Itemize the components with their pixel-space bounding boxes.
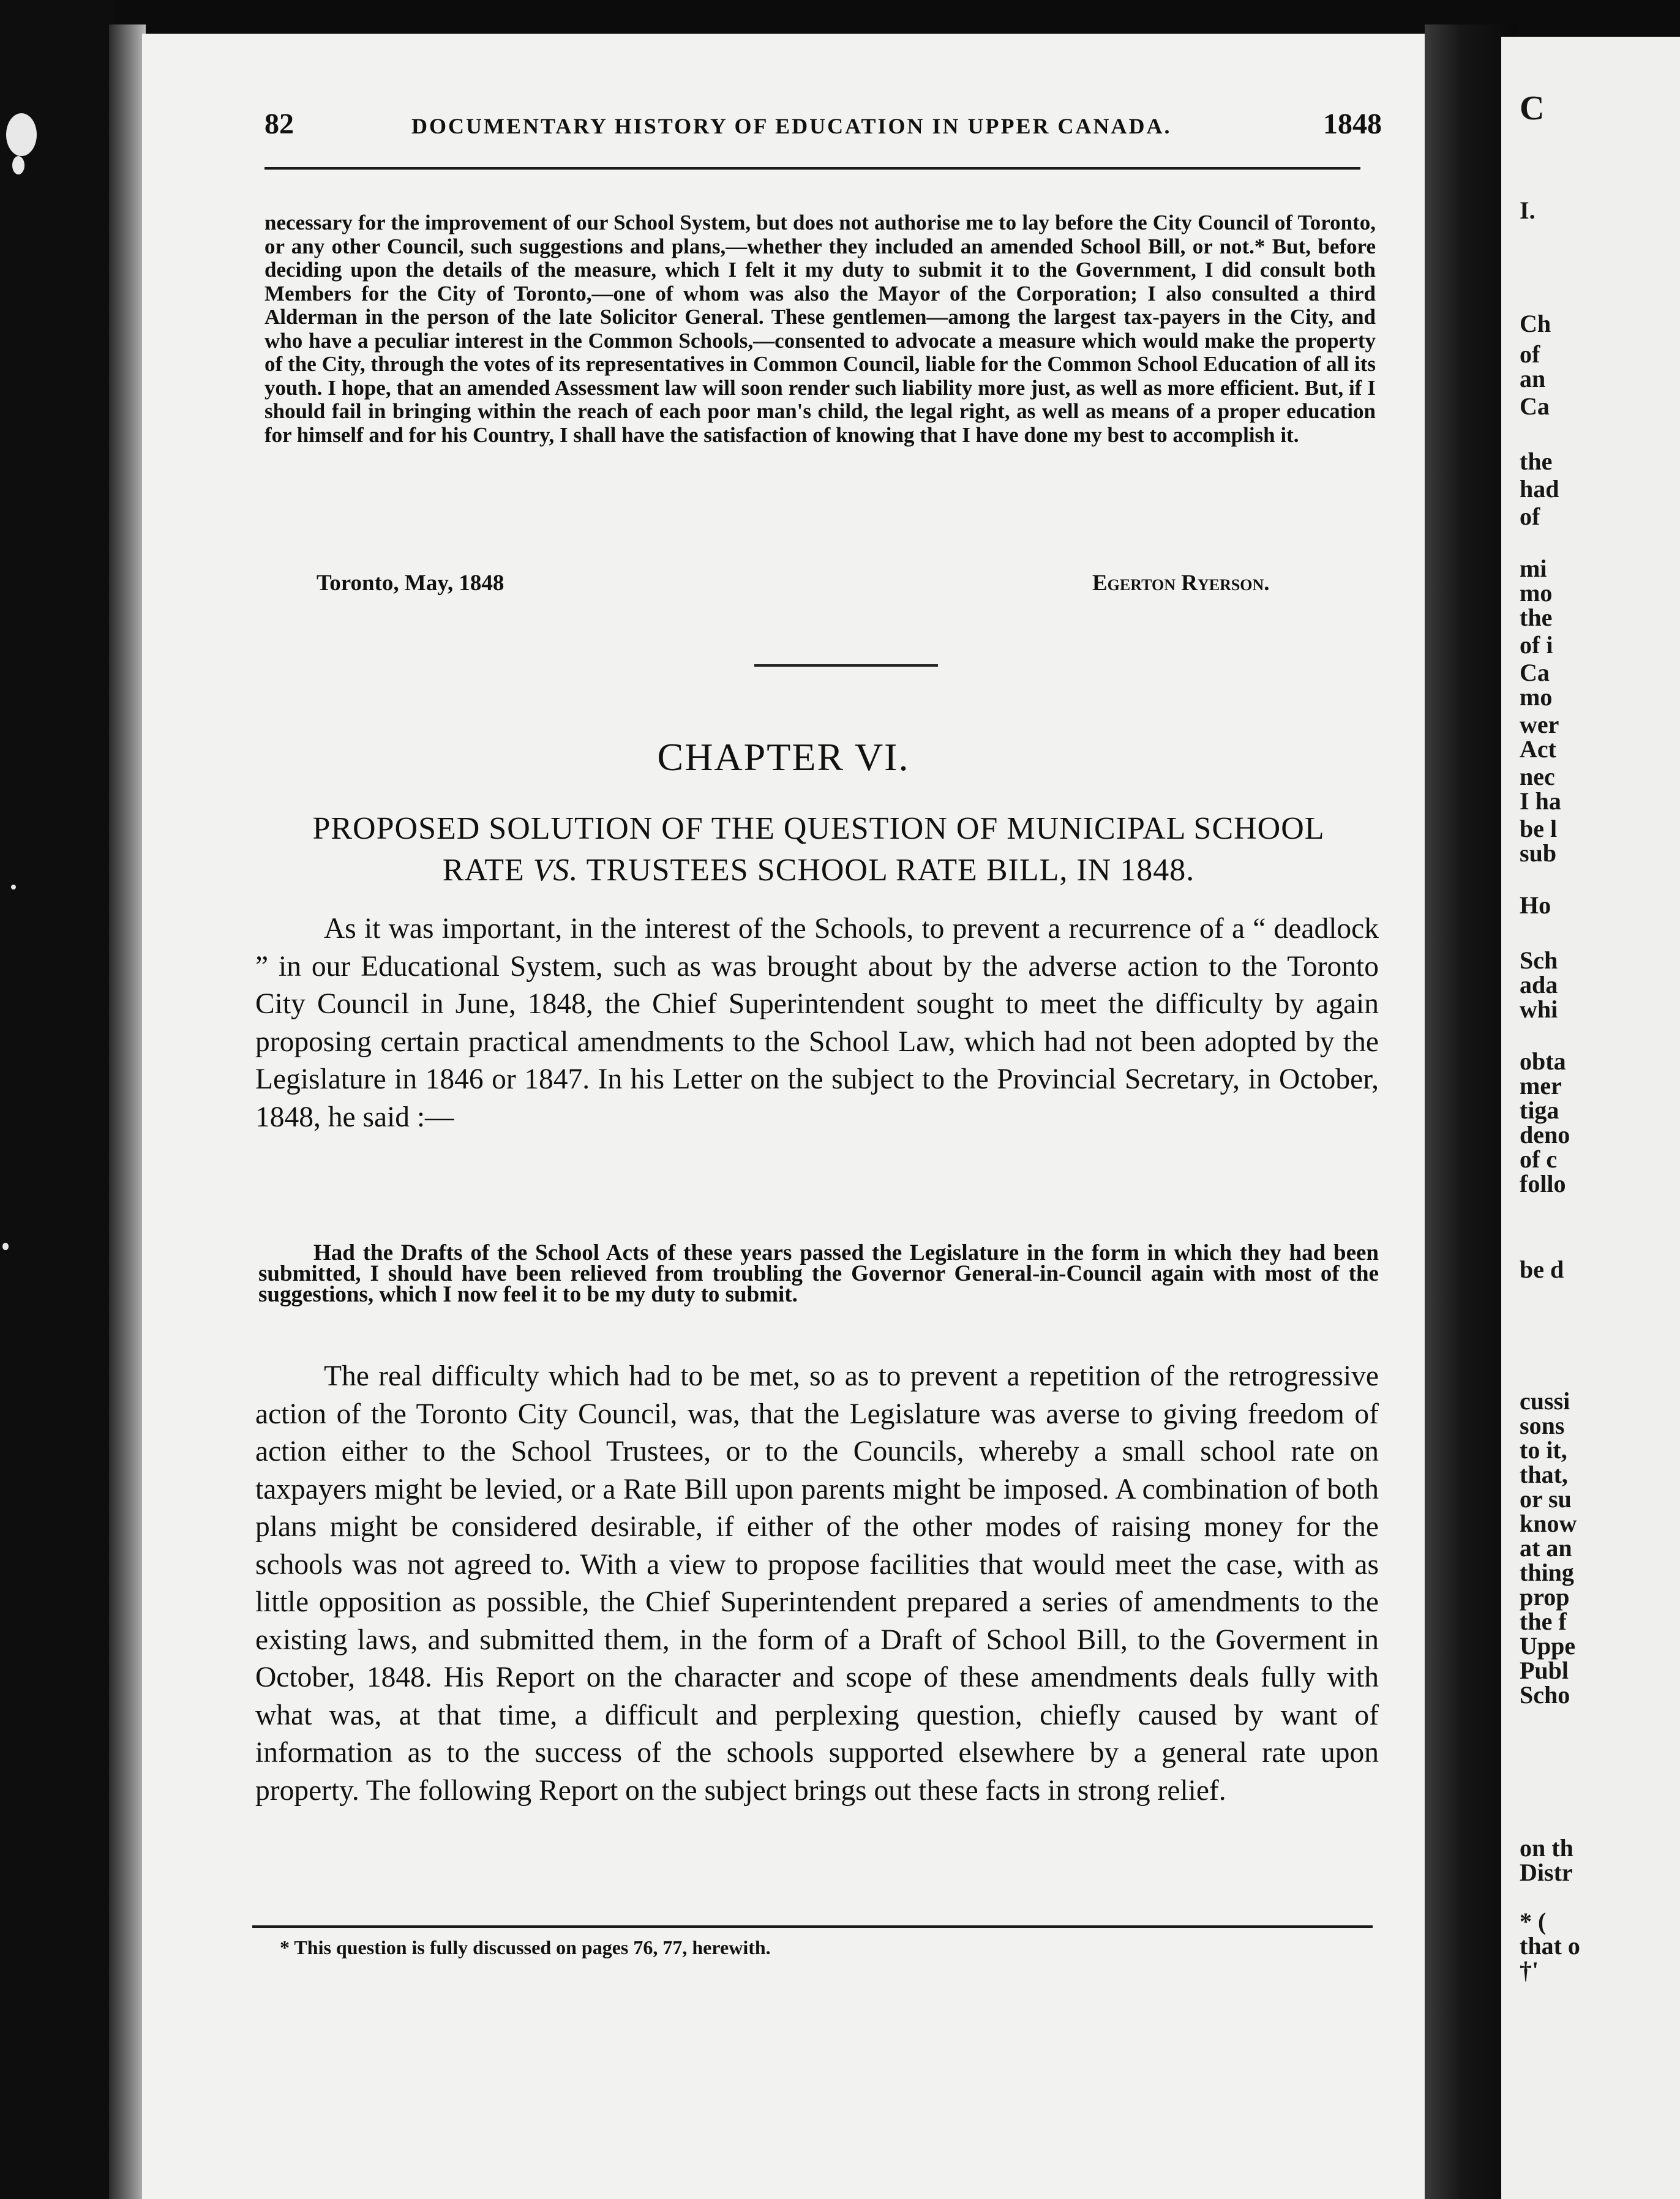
place-date: Toronto, May, 1848 — [317, 571, 504, 596]
facing-page-text-fragment: of c — [1520, 1145, 1558, 1173]
facing-page-text-fragment: sons — [1520, 1412, 1565, 1439]
header-rule — [264, 167, 1360, 170]
facing-page-fragment — [1501, 37, 1680, 2199]
running-head — [264, 107, 1382, 156]
scan-left-margin — [0, 0, 113, 2199]
facing-page-text-fragment: wer — [1520, 711, 1559, 738]
facing-page-text-fragment: of i — [1520, 631, 1553, 659]
facing-page-text-fragment: that o — [1520, 1932, 1580, 1960]
page-number: 82 — [264, 108, 294, 140]
facing-page-text-fragment: to it, — [1520, 1436, 1567, 1464]
facing-page-text-fragment: had — [1520, 475, 1559, 503]
chapter-title-vs: VS. — [533, 853, 579, 888]
facing-page-text-fragment: mo — [1520, 683, 1553, 711]
scan-speck — [11, 885, 16, 890]
facing-page-text-fragment: that, — [1520, 1461, 1568, 1488]
scan-speck — [6, 113, 37, 156]
facing-page-text-fragment: Act — [1520, 735, 1556, 763]
facing-page-text-fragment: the — [1520, 604, 1553, 631]
body-paragraph-1: As it was important, in the interest of the Schools, to prevent a recurrence of a “ deadlock ” in our Educational System, such as was brought about by the adverse action to the Toronto City Council in June, 1848, the Chief Superintendent sought to meet the difficulty by again proposing certain practical amendments to the School Law, which had not been adopted by the Legislature in 1846 or 1847. In his Letter on the subject to the Provincial Secretary, in October, 1848, he said :— — [255, 913, 1379, 1133]
facing-page-text-fragment: the — [1520, 448, 1553, 475]
facing-page-text-fragment: follo — [1520, 1170, 1566, 1197]
footnote: * This question is fully discussed on pages 76, 77, herewith. — [280, 1936, 771, 1958]
facing-page-text-fragment: deno — [1520, 1121, 1570, 1148]
scan-speck — [12, 156, 24, 174]
body-paragraph-2: The real difficulty which had to be met, so as to prevent a repetition of the retrogressive action of the Toronto City Council, was, that the Legislature was averse to giving freedom of action either to the School Trustees, or to the Councils, whereby a small school rate on taxpayers might be levied, or a Rate Bill upon parents might be imposed. A combination of both plans might be considered desirable, if either of the other modes of raising money for the schools was not agreed to. With a view to propose facilities that would meet the case, with as little opposition as possible, the Chief Superintendent prepared a series of amendments to the existing laws, and submitted them, in the form of a Draft of School Bill, to the Goverment in October, 1848. His Report on the character and scope of these amendments deals fully with what was, at that time, a difficult and perplexing question, chiefly caused by want of information as to the success of the schools supported elsewhere by a general rate upon property. The following Report on the subject brings out these facts in strong relief. — [255, 1360, 1379, 1807]
facing-page-text-fragment: prop — [1520, 1583, 1570, 1611]
facing-page-text-fragment: of — [1520, 340, 1540, 368]
chapter-title-line2b: TRUSTEES SCHOOL RATE BILL, IN 1848. — [586, 853, 1195, 888]
chapter-number: CHAPTER VI. — [657, 735, 910, 779]
facing-page-text-fragment: an — [1520, 365, 1546, 392]
facing-page-text-fragment: the f — [1520, 1608, 1567, 1635]
facing-page-text-fragment: Ca — [1520, 392, 1550, 420]
facing-page-text-fragment: I ha — [1520, 787, 1561, 815]
scan-speck — [2, 1243, 9, 1250]
facing-page-text-fragment: obta — [1520, 1047, 1566, 1075]
facing-page-text-fragment: * ( — [1520, 1908, 1547, 1935]
facing-page-text-fragment: thing — [1520, 1559, 1574, 1586]
scan-page-edge — [109, 24, 146, 2199]
chapter-title — [258, 808, 1379, 891]
facing-page-text-fragment: at an — [1520, 1534, 1572, 1562]
chapter-title-line2a: RATE — [442, 853, 525, 888]
facing-page-text-fragment: sub — [1520, 839, 1557, 867]
signature: Egerton Ryerson. — [1092, 571, 1270, 596]
book-page — [142, 34, 1425, 2199]
facing-page-text-fragment: be l — [1520, 815, 1558, 842]
facing-page-text-fragment: Scho — [1520, 1681, 1570, 1709]
facing-page-text-fragment: mer — [1520, 1072, 1562, 1100]
facing-page-text-fragment: C — [1520, 89, 1545, 127]
chapter-title-line1: PROPOSED SOLUTION OF THE QUESTION OF MUNICIPAL SCHOOL — [312, 811, 1325, 846]
facing-page-text-fragment: know — [1520, 1510, 1577, 1537]
facing-page-text-fragment: tiga — [1520, 1096, 1559, 1124]
facing-page-text-fragment: Ca — [1520, 659, 1550, 686]
facing-page-text-fragment: Sch — [1520, 946, 1558, 974]
facing-page-text-fragment: Uppe — [1520, 1632, 1576, 1660]
running-title: DOCUMENTARY HISTORY OF EDUCATION IN UPPER CANADA. — [411, 114, 1172, 138]
facing-page-text-fragment: of — [1520, 503, 1540, 530]
facing-page-text-fragment: I. — [1520, 197, 1536, 224]
facing-page-text-fragment: Ho — [1520, 891, 1551, 919]
footnote-rule — [252, 1925, 1373, 1928]
quoted-letter: Had the Drafts of the School Acts of these years passed the Legislature in the form in which they had been submitted, I should have been relieved from troubling the Governor General-in-Council again with most of the suggestions, which I now feel it to be my duty to submit. — [258, 1240, 1379, 1307]
facing-page-text-fragment: nec — [1520, 763, 1555, 790]
facing-page-text-fragment: or su — [1520, 1485, 1572, 1513]
facing-page-text-fragment: be d — [1520, 1256, 1564, 1283]
letter-continuation: necessary for the improvement of our School System, but does not authorise me to lay before the City Council of Toronto, or any other Council, such suggestions and plans,—whether they included an amended School Bill, or not.* But, before deciding upon the details of the measure, which I felt it my duty to submit it to the Government, I did consult both Members for the City of Toronto,—one of whom was also the Mayor of the Corporation; I also consulted a third Alderman in the person of the late Solicitor General. These gentlemen—among the largest tax-payers in the City, and who have a peculiar interest in the Common Schools,—consented to advocate a measure which would make the property of the City, through the votes of its representatives in Common Council, liable for the Common School Education of all its youth. I hope, that an amended Assessment law will soon render such liability more just, as well as more efficient. But, if I should fail in bringing within the reach of each poor man's child, the legal right, as well as means of a proper education for himself and for his Country, I shall have the satisfaction of knowing that I have done my best to accomplish it. — [264, 211, 1376, 447]
facing-page-text-fragment: Publ — [1520, 1657, 1569, 1684]
section-divider — [754, 664, 938, 667]
facing-page-text-fragment: mi — [1520, 555, 1547, 582]
facing-page-text-fragment: ada — [1520, 971, 1558, 998]
facing-page-text-fragment: cussi — [1520, 1387, 1570, 1415]
facing-page-text-fragment: mo — [1520, 579, 1553, 607]
facing-page-text-fragment: Ch — [1520, 310, 1551, 337]
facing-page-text-fragment: †' — [1520, 1957, 1539, 1984]
facing-page-text-fragment: on th — [1520, 1834, 1573, 1862]
facing-page-text-fragment: Distr — [1520, 1859, 1573, 1886]
facing-page-text-fragment: whi — [1520, 995, 1558, 1023]
running-year: 1848 — [1323, 108, 1382, 140]
